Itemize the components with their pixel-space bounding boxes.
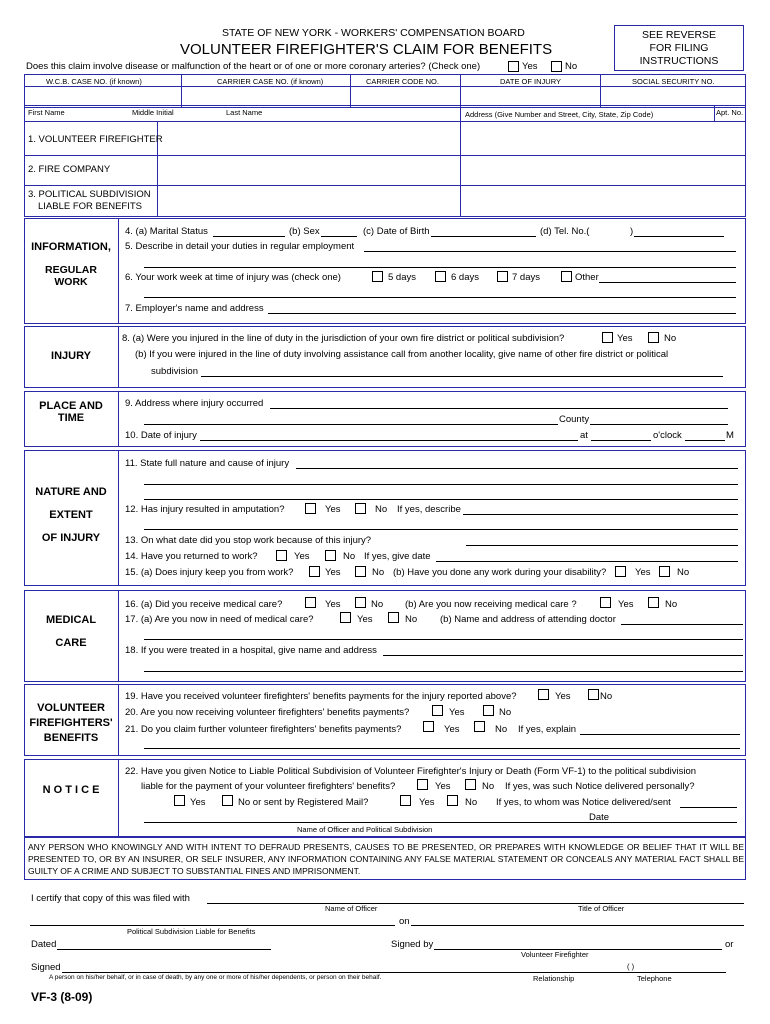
officer-field[interactable] [144, 822, 737, 823]
q14-yes-label: Yes [294, 551, 310, 562]
middle-initial-label: Middle Initial [132, 108, 174, 117]
q16a-yes-label: Yes [325, 599, 341, 610]
of-injury-heading: OF INJURY [41, 532, 101, 544]
q16a: 16. (a) Did you receive medical care? [125, 599, 283, 610]
q15a-no-label: No [372, 567, 385, 578]
q14: 14. Have you returned to work? [125, 551, 258, 562]
q15b-yes-checkbox[interactable] [615, 566, 626, 577]
other-district-field[interactable] [201, 376, 723, 377]
7days-checkbox[interactable] [497, 271, 508, 282]
hospital-field[interactable] [383, 655, 743, 656]
q19-yes-checkbox[interactable] [538, 689, 549, 700]
see-reverse-box [614, 25, 744, 71]
q22c-yes-label: Yes [190, 797, 206, 808]
q22c: If yes, was such Notice delivered personally? [505, 781, 695, 792]
injury-heading: INJURY [51, 350, 91, 362]
q17a-yes-checkbox[interactable] [340, 612, 351, 623]
person-caption: A person on his/her behalf, or in case of death, by any one or more of his/her dependents, or person on their behalf. [49, 974, 382, 981]
place-heading: PLACE AND [39, 400, 103, 412]
q4-marital: 4. (a) Marital Status [125, 226, 208, 237]
q16b-yes-checkbox[interactable] [600, 597, 611, 608]
time-field[interactable] [591, 440, 651, 441]
mail-yes-checkbox[interactable] [400, 795, 411, 806]
q15b-no-checkbox[interactable] [659, 566, 670, 577]
q17b: (b) Name and address of attending doctor [440, 614, 616, 625]
mail-no-label: No [465, 797, 478, 808]
q15b: (b) Have you done any work during your disability? [393, 567, 607, 578]
stop-date-field[interactable] [466, 545, 738, 546]
q22-no-label: No [482, 781, 495, 792]
q22: 22. Have you given Notice to Liable Political Subdivision of Volunteer Firefighter's Injury or Death (Form VF-1) to the political subdivision [125, 766, 697, 777]
nature-heading: NATURE AND [35, 486, 107, 498]
info-heading: INFORMATION, [31, 241, 111, 253]
carrier-code-label: CARRIER CODE NO. [366, 77, 439, 86]
q21-no-label: No [495, 724, 508, 735]
agency-title: STATE OF NEW YORK - WORKERS' COMPENSATION BOARD [222, 27, 525, 39]
q21-yes-checkbox[interactable] [423, 721, 434, 732]
relationship-caption: Relationship [533, 974, 575, 983]
pol-sub-caption: Political Subdivision Liable for Benefits [127, 927, 256, 936]
q11: 11. State full nature and cause of injury [125, 458, 290, 469]
doctor-field-2[interactable] [144, 639, 743, 640]
date-label: Date [589, 812, 610, 823]
q15b-no-label: No [677, 567, 690, 578]
q17a-no-label: No [405, 614, 418, 625]
whom-field[interactable] [680, 807, 737, 808]
address-label: Address (Give Number and Street, City, State, Zip Code) [465, 110, 654, 119]
injury-address-field-2[interactable] [144, 424, 558, 425]
q8b-sub: subdivision [151, 366, 198, 377]
signed-label: Signed [31, 962, 61, 973]
q19-yes-label: Yes [555, 691, 571, 702]
q22-no-checkbox[interactable] [465, 779, 476, 790]
q19-no-checkbox[interactable] [588, 689, 599, 700]
q16b: (b) Are you now receiving medical care ? [405, 599, 577, 610]
q19: 19. Have you received volunteer firefighters' benefits payments for the injury reported above? [125, 691, 517, 702]
q12-yes-label: Yes [325, 504, 341, 515]
firefighters-heading: FIREFIGHTERS' [29, 717, 113, 729]
cause-field-3[interactable] [144, 499, 738, 500]
q8-no-checkbox[interactable] [648, 332, 659, 343]
ssn-label: SOCIAL SECURITY NO. [632, 77, 715, 86]
q18: 18. If you were treated in a hospital, give name and address [125, 645, 377, 656]
q20: 20. Are you now receiving volunteer firefighters' benefits payments? [125, 707, 410, 718]
q8-yes-label: Yes [617, 333, 633, 344]
at-label: at [580, 430, 588, 441]
q22c-no-mail: No or sent by Registered Mail? [238, 797, 369, 808]
q16a-no-checkbox[interactable] [355, 597, 366, 608]
q22-yes-checkbox[interactable] [417, 779, 428, 790]
last-name-label: Last Name [226, 108, 263, 117]
q16b-yes-label: Yes [618, 599, 634, 610]
injury-address-field[interactable] [270, 408, 728, 409]
county-field[interactable] [590, 424, 728, 425]
notice-heading: N O T I C E [42, 784, 100, 796]
tel-field[interactable] [634, 236, 724, 237]
on-date-field[interactable] [411, 925, 744, 926]
q8-yes-checkbox[interactable] [602, 332, 613, 343]
disease-no-checkbox[interactable] [551, 61, 562, 72]
q4-tel-close: ) [630, 226, 634, 237]
q9: 9. Address where injury occurred [125, 398, 264, 409]
6days-checkbox[interactable] [435, 271, 446, 282]
q21-yes-label: Yes [444, 724, 460, 735]
q20-no-label: No [499, 707, 512, 718]
liable-label: LIABLE FOR BENEFITS [38, 201, 142, 212]
q22c-no-checkbox[interactable] [222, 795, 233, 806]
disease-no-label: No [565, 61, 578, 72]
cause-field-2[interactable] [144, 484, 738, 485]
work-field-2[interactable] [144, 297, 736, 298]
other-checkbox[interactable] [561, 271, 572, 282]
officer-caption: Name of Officer and Political Subdivision [297, 825, 433, 834]
q21-no-checkbox[interactable] [474, 721, 485, 732]
q7: 7. Employer's name and address [125, 303, 264, 314]
filed-with-field[interactable] [207, 903, 744, 904]
q8b: (b) If you were injured in the line of duty involving assistance call from another locality, give name of other fire district or political [135, 349, 669, 360]
q16b-no-checkbox[interactable] [648, 597, 659, 608]
q20-yes-label: Yes [449, 707, 465, 718]
q22b: liable for the payment of your volunteer firefighters' benefits? [141, 781, 396, 792]
q16a-no-label: No [371, 599, 384, 610]
hospital-field-2[interactable] [144, 671, 743, 672]
pol-sub-field[interactable] [30, 925, 395, 926]
q10: 10. Date of injury [125, 430, 197, 441]
q12-no-checkbox[interactable] [355, 503, 366, 514]
extent-heading: EXTENT [49, 509, 93, 521]
see-reverse-line2: FOR FILING [649, 42, 709, 54]
q14-yes-checkbox[interactable] [276, 550, 287, 561]
q14-no-label: No [343, 551, 356, 562]
q4-sex: (b) Sex [289, 226, 320, 237]
county-label: County [559, 414, 590, 425]
m-label: M [726, 430, 734, 441]
form-number: VF-3 (8-09) [31, 990, 93, 1004]
q19-no-label: No [600, 691, 613, 702]
injury-date-field[interactable] [200, 440, 578, 441]
q21: 21. Do you claim further volunteer firefighters' benefits payments? [125, 724, 402, 735]
cause-field[interactable] [296, 468, 738, 469]
q12-describe: If yes, describe [397, 504, 461, 515]
pol-sub-label: 3. POLITICAL SUBDIVISION [28, 189, 151, 200]
fire-company-label: 2. FIRE COMPANY [28, 164, 111, 175]
benefits-heading: BENEFITS [43, 732, 99, 744]
other-label: Other [575, 272, 599, 283]
vol-ff-caption: Volunteer Firefighter [521, 950, 589, 959]
see-reverse-line3: INSTRUCTIONS [639, 55, 719, 67]
doctor-field[interactable] [621, 624, 743, 625]
phone-paren: ( ) [627, 962, 635, 971]
q13: 13. On what date did you stop work because of this injury? [125, 535, 372, 546]
on-label: on [399, 916, 410, 927]
q15a-yes-checkbox[interactable] [309, 566, 320, 577]
q6: 6. Your work week at time of injury was (check one) [125, 272, 341, 283]
duties-field[interactable] [364, 251, 736, 252]
q12-yes-checkbox[interactable] [305, 503, 316, 514]
ampm-field[interactable] [685, 440, 725, 441]
oclock-label: o'clock [653, 430, 682, 441]
q22c-yes-checkbox[interactable] [174, 795, 185, 806]
fraud-warning: ANY PERSON WHO KNOWINGLY AND WITH INTENT TO DEFRAUD PRESENTS, CAUSES TO BE PRESENTED, OR PREPARES WITH KNOWLEDGE OR BELIEF THAT IT WILL BE PRESENTED TO, OR BY AN INSURER, OR SELF INSURER, ANY INFORMATION CONTAINING ANY FALSE MATERIAL STATEMENT OR CONCEALS ANY MATERIAL FACT SHALL BE GUILTY OF A CRIME AND SUBJECT TO SUBSTANTIAL FINES AND IMPRISONMENT. [28, 842, 744, 876]
q17a-yes-label: Yes [357, 614, 373, 625]
5days-label: 5 days [388, 272, 416, 283]
disease-yes-checkbox[interactable] [508, 61, 519, 72]
return-date-field[interactable] [436, 561, 738, 562]
employer-field[interactable] [268, 313, 736, 314]
volunteer-heading: VOLUNTEER [37, 702, 105, 714]
other-field[interactable] [599, 282, 736, 283]
regular-heading: REGULAR [45, 264, 97, 276]
wcb-case-label: W.C.B. CASE NO. (if known) [46, 77, 142, 86]
q16b-no-label: No [665, 599, 678, 610]
q20-yes-checkbox[interactable] [432, 705, 443, 716]
mail-yes-label: Yes [419, 797, 435, 808]
mail-no-checkbox[interactable] [447, 795, 458, 806]
explain-field-2[interactable] [144, 748, 740, 749]
telephone-caption: Telephone [637, 974, 672, 983]
sex-field[interactable] [321, 236, 357, 237]
q16a-yes-checkbox[interactable] [305, 597, 316, 608]
dated-field[interactable] [57, 949, 271, 950]
work-heading: WORK [54, 276, 88, 288]
7days-label: 7 days [512, 272, 540, 283]
certify-text: I certify that copy of this was filed with [31, 893, 190, 904]
date-injury-label: DATE OF INJURY [500, 77, 561, 86]
q14-date: If yes, give date [364, 551, 431, 562]
signed-field[interactable] [62, 972, 726, 973]
q14-no-checkbox[interactable] [325, 550, 336, 561]
6days-label: 6 days [451, 272, 479, 283]
5days-checkbox[interactable] [372, 271, 383, 282]
q5: 5. Describe in detail your duties in regular employment [125, 241, 355, 252]
signed-by-label: Signed by [391, 939, 434, 950]
nature-section [24, 450, 746, 586]
q15b-yes-label: Yes [635, 567, 651, 578]
q17a-no-checkbox[interactable] [388, 612, 399, 623]
title-officer-caption: Title of Officer [578, 904, 625, 913]
explain-field[interactable] [580, 734, 740, 735]
time-heading: TIME [57, 412, 85, 424]
amputation-field[interactable] [463, 514, 738, 515]
q15a-no-checkbox[interactable] [355, 566, 366, 577]
marital-field[interactable] [213, 236, 285, 237]
q8-no-label: No [664, 333, 677, 344]
duties-field-2[interactable] [144, 267, 736, 268]
q21-explain: If yes, explain [518, 724, 577, 735]
q22-whom: If yes, to whom was Notice delivered/sent [496, 797, 671, 808]
see-reverse-line1: SEE REVERSE [641, 29, 717, 41]
name-officer-caption: Name of Officer [325, 904, 378, 913]
q8a: 8. (a) Were you injured in the line of duty in the jurisdiction of your own fire district or political subdivision? [122, 333, 565, 344]
carrier-case-label: CARRIER CASE NO. (if known) [217, 77, 324, 86]
amputation-field-2[interactable] [144, 529, 738, 530]
dob-field[interactable] [431, 236, 536, 237]
dated-label: Dated [31, 939, 57, 950]
q17a: 17. (a) Are you now in need of medical care? [125, 614, 314, 625]
q20-no-checkbox[interactable] [483, 705, 494, 716]
volunteer-ff-label: 1. VOLUNTEER FIREFIGHTER [28, 134, 163, 145]
q15a: 15. (a) Does injury keep you from work? [125, 567, 294, 578]
apt-label: Apt. No. [716, 108, 744, 117]
first-name-label: First Name [28, 108, 65, 117]
disease-question: Does this claim involve disease or malfunction of the heart or of one or more coronary arteries? (Check one) [26, 61, 481, 72]
care-heading: CARE [55, 637, 87, 649]
disease-yes-label: Yes [522, 61, 538, 72]
q4-tel: (d) Tel. No.( [540, 226, 590, 237]
q12: 12. Has injury resulted in amputation? [125, 504, 285, 515]
q22-yes-label: Yes [435, 781, 451, 792]
medical-heading: MEDICAL [45, 614, 97, 626]
q15a-yes-label: Yes [325, 567, 341, 578]
q4-dob: (c) Date of Birth [363, 226, 430, 237]
form-title: VOLUNTEER FIREFIGHTER'S CLAIM FOR BENEFITS [180, 41, 553, 58]
q12-no-label: No [375, 504, 388, 515]
or-label: or [725, 939, 734, 950]
